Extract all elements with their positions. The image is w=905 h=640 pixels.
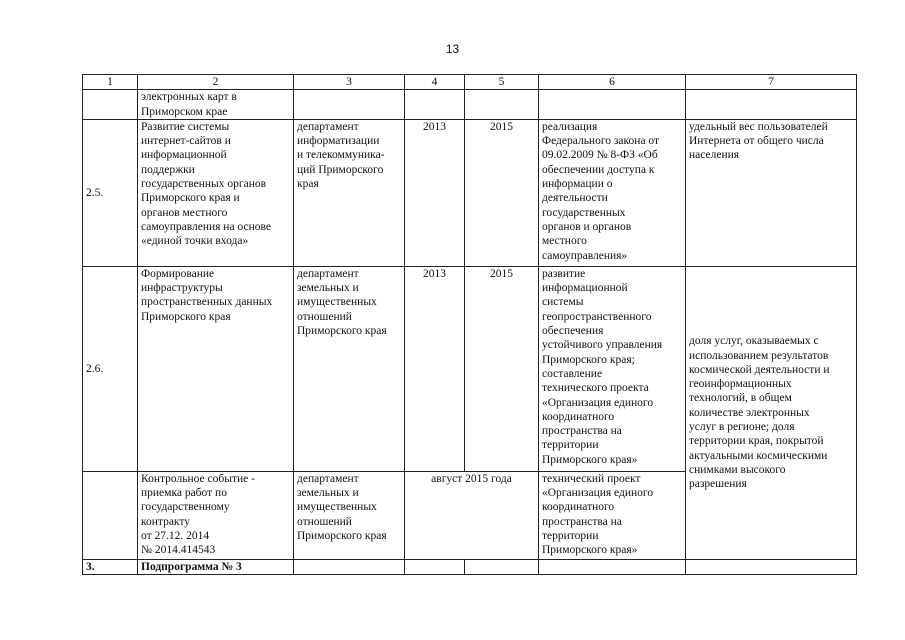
row-3-number: 3. xyxy=(83,559,138,574)
table-row-2-6 xyxy=(83,266,857,471)
row-2-5-result: реализация Федерального закона от 09.02.2009 № 8-ФЗ «Об обеспечении доступа к информации о деятельности государственных органов и органов местного самоуправления» xyxy=(539,119,686,266)
cont-num-cell xyxy=(83,90,138,120)
header-col-7: 7 xyxy=(686,75,857,90)
row-2-5-executor: департамент информатизации и телекоммуника- ций Приморского края xyxy=(294,119,405,266)
cont-end-cell xyxy=(465,90,539,120)
row-2-6-name: Формирование инфраструктуры пространственных данных Приморского края xyxy=(138,266,294,471)
control-event-date: август 2015 года xyxy=(405,471,539,559)
header-col-1: 1 xyxy=(83,75,138,90)
control-event-name: Контрольное событие - приемка работ по государственному контракту от 27.12. 2014 № 2014.414543 xyxy=(138,471,294,559)
row-3-indicator-cell xyxy=(686,559,857,574)
row-3-end-cell xyxy=(465,559,539,574)
row-3-start-cell xyxy=(405,559,465,574)
row-3-result-cell xyxy=(539,559,686,574)
control-event-num-cell xyxy=(83,471,138,559)
control-event-result: технический проект «Организация единого координатного пространства на территории Приморского края» xyxy=(539,471,686,559)
row-2-5-number: 2.5. xyxy=(83,119,138,266)
table-row-3 xyxy=(83,559,857,574)
row-3-executor-cell xyxy=(294,559,405,574)
row-2-6-end: 2015 xyxy=(465,266,539,471)
control-event-executor: департамент земельных и имущественных отношений Приморского края xyxy=(294,471,405,559)
cont-start-cell xyxy=(405,90,465,120)
row-2-5-name: Развитие системы интернет-сайтов и информационной поддержки государственных органов Приморского края и органов местного самоуправления на основе «единой точки входа» xyxy=(138,119,294,266)
row-2-5-end: 2015 xyxy=(465,119,539,266)
page-number: 13 xyxy=(445,42,460,56)
row-2-5-indicator: удельный вес пользователей Интернета от общего числа населения xyxy=(686,119,857,266)
table-row-2-5 xyxy=(83,119,857,266)
header-col-5: 5 xyxy=(465,75,539,90)
table-row-continuation xyxy=(83,90,857,120)
header-col-4: 4 xyxy=(405,75,465,90)
row-2-6-executor: департамент земельных и имущественных отношений Приморского края xyxy=(294,266,405,471)
row-2-6-start: 2013 xyxy=(405,266,465,471)
cont-result-cell xyxy=(539,90,686,120)
row-2-6-indicator: доля услуг, оказываемых с использованием результатов космической деятельности и геоинформационных технологий, в общем количестве электронных услуг в регионе; доля территории края, покрытой актуальными космическими снимками высокого разрешения xyxy=(686,266,857,559)
cont-name-cell: электронных карт в Приморском крае xyxy=(138,90,294,120)
header-col-6: 6 xyxy=(539,75,686,90)
program-table xyxy=(82,74,857,575)
row-2-6-result: развитие информационной системы геопространственного обеспечения устойчивого управления Приморского края; составление технического проекта «Организация единого координатного пространства на территории Приморского края» xyxy=(539,266,686,471)
header-col-3: 3 xyxy=(294,75,405,90)
header-col-2: 2 xyxy=(138,75,294,90)
row-2-5-start: 2013 xyxy=(405,119,465,266)
row-2-6-number: 2.6. xyxy=(83,266,138,471)
cont-indicator-cell xyxy=(686,90,857,120)
header-row xyxy=(83,75,857,90)
cont-executor-cell xyxy=(294,90,405,120)
row-3-name: Подпрограмма № 3 xyxy=(138,559,294,574)
